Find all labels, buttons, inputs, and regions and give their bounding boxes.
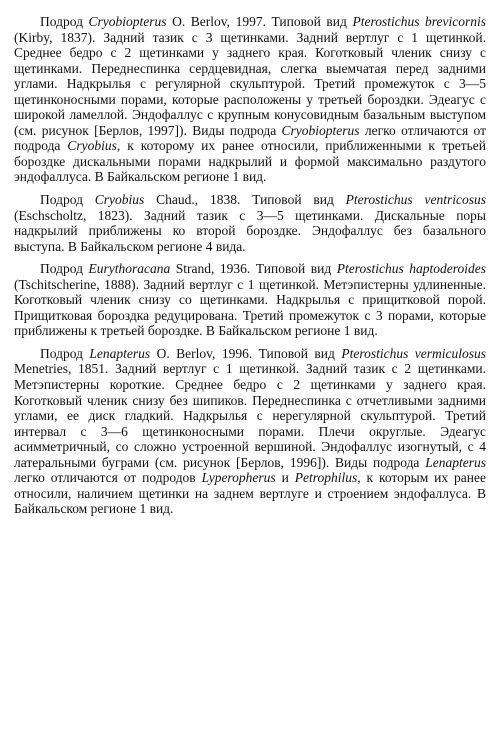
taxon-name: Cryobiopterus <box>88 14 167 29</box>
paragraph-subgenus-cryobius <box>14 192 486 254</box>
text-run: Chaud., 1838. Типовой вид <box>144 192 346 208</box>
text-run: O. Berlov, 1996. Типовой вид <box>150 345 342 361</box>
text-run: и <box>275 470 295 486</box>
taxon-name: Pterostichus vermiculosus <box>341 345 487 361</box>
taxon-name: Petrophilus <box>294 470 358 486</box>
text-run: легко отличаются от подрода <box>14 122 486 154</box>
text-run: , к которым их ранее относили, наличием щетинки на заднем вертлуге и строением эндофаллуса. В Байкальском регионе 1 вид. <box>14 470 486 517</box>
paragraph-subgenus-cryobiopterus <box>14 14 486 185</box>
text-run: Подрод <box>40 345 90 361</box>
text-run: Подрод <box>40 14 89 29</box>
text-run: Подрод <box>40 192 95 208</box>
text-run: O. Berlov, 1997. Типовой вид <box>166 14 353 29</box>
taxon-name: Eurythoracana <box>88 261 171 277</box>
taxon-name: Cryobius <box>67 138 117 154</box>
text-run: Menetries, 1851. Задний вертлуг с 1 щетинкой. Задний тазик с 2 щетинками. Метэпистерны короткие. Среднее бедро с 2 щетинками у заднего края. Коготковый членик снизу без шипиков. Переднеспинка с отчетливыми задними углами, ее диск гладкий. Надкрылья с нерегулярной скульптурой. Третий интервал с 3—6 щетинконосными порами. Плечи округлые. Эдеагус асимметричный, со сложно устроенной вершиной. Эндофаллус изогнутый, с 4 латеральными буграми (см. рисунок [Берлов, 1996]). Виды подрода <box>14 361 486 470</box>
text-run: легко отличаются от подродов <box>14 470 202 486</box>
taxon-name: Lyperopherus <box>201 470 276 486</box>
taxon-name: Lenapterus <box>89 345 151 361</box>
taxon-name: Lenapterus <box>425 454 486 470</box>
taxon-name: Pterostichus brevicornis <box>352 14 486 29</box>
paragraph-subgenus-lenapterus <box>14 346 486 517</box>
text-run: (Kirby, 1837). Задний тазик с 3 щетинками. Задний вертлуг с 1 щетинкой. Среднее бедро с 2 щетинками у заднего края. Коготковый членик снизу с щетинками. Переднеспинка сердцевидная, слегка выемчатая перед задними углами. Надкрылья с регулярной скульптурой. Третий промежуток с 3—5 щетинконосными порами, которые расположены у третьей бороздки. Эдеагус с широкой ламеллой. Эндофаллус с крупным конусовидным базальным выступом (см. рисунок [Берлов, 1997]). Виды подрода <box>14 29 486 138</box>
text-run: Подрод <box>40 261 89 277</box>
taxon-name: Pterostichus ventricosus <box>345 192 486 208</box>
taxon-name: Pterostichus haptoderoides <box>336 261 486 277</box>
text-run: , к которому их ранее относили, приближенными к третьей бороздке дискальными порами надкрылий и формой максимально раздутого эндофаллуса. В Байкальском регионе 1 вид. <box>14 138 486 185</box>
text-run: (Tschitscherine, 1888). Задний вертлуг с 1 щетинкой. Метэпистерны удлиненные. Коготковый членик снизу со щетинками. Надкрылья с прищитковой порой. Прищитковая бороздка редуцирована. Третий промежуток с 3 порами, которые приближены к третьей бороздке. В Байкальском регионе 1 вид. <box>14 276 486 339</box>
paragraph-subgenus-eurythoracana <box>14 261 486 339</box>
text-run: Strand, 1936. Типовой вид <box>170 261 337 277</box>
taxon-name: Cryobiopterus <box>281 122 360 138</box>
text-run: (Eschscholtz, 1823). Задний тазик с 3—5 щетинками. Дискальные поры надкрылий приближены ко второй бороздке. Эндофаллус без базального выступа. В Байкальском регионе 4 вида. <box>14 207 486 254</box>
taxon-name: Cryobius <box>94 192 145 208</box>
